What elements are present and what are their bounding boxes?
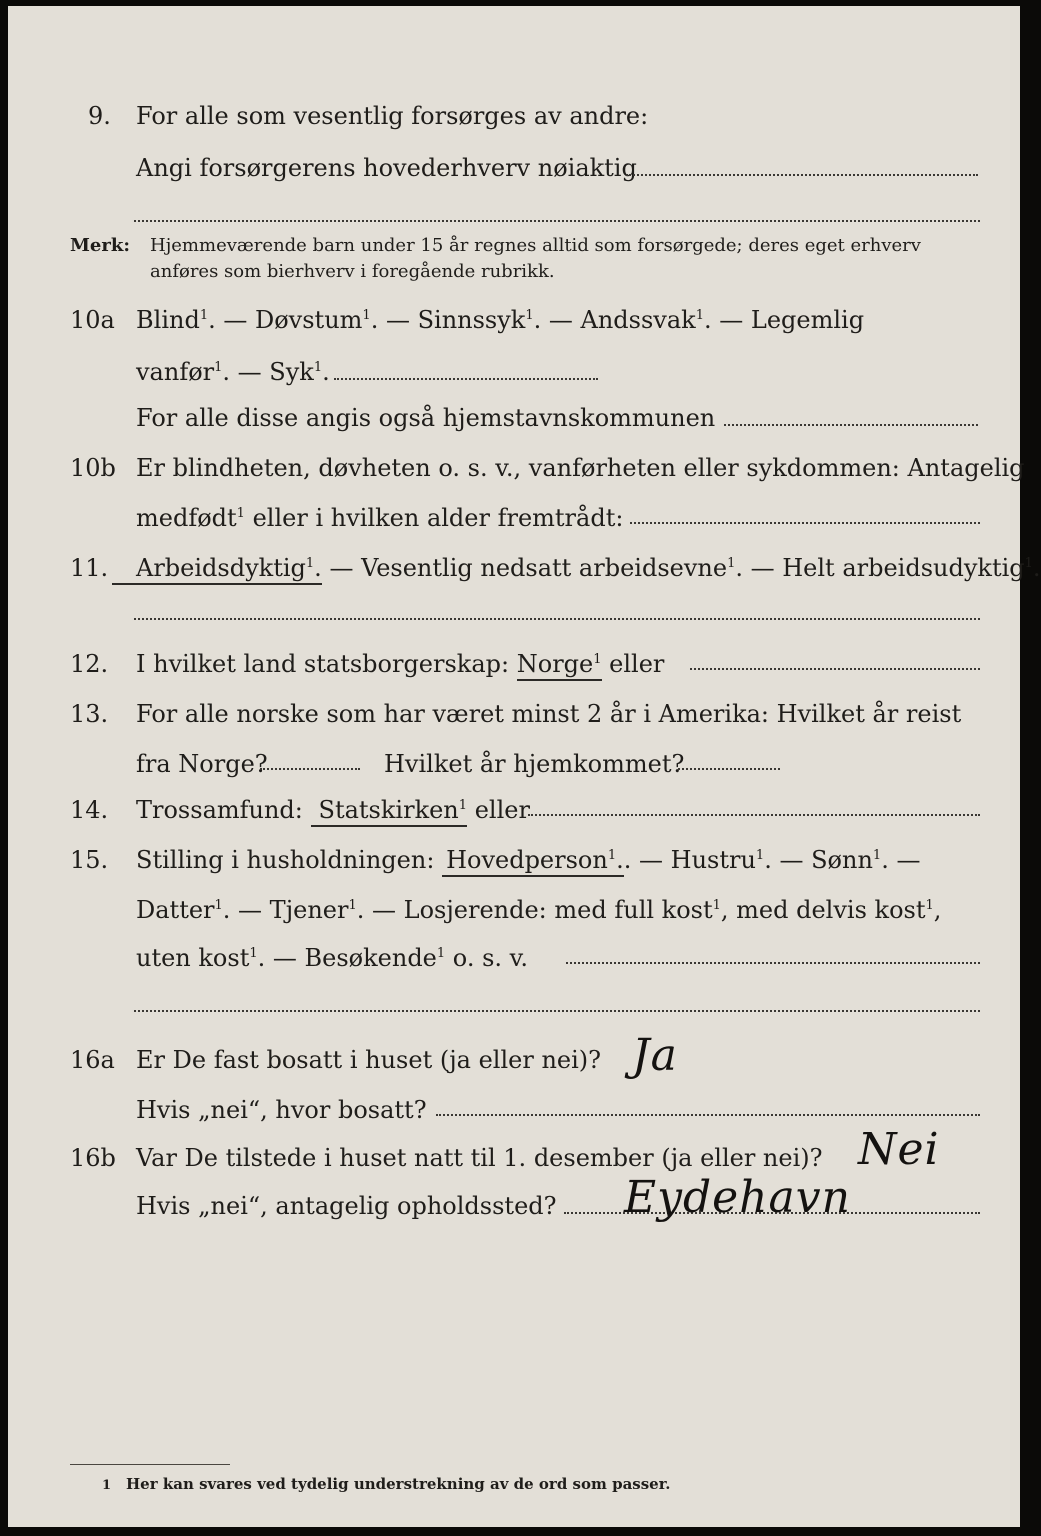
q9-line2: Angi forsørgerens hovederhverv nøiaktig xyxy=(136,154,637,182)
q12-line: I hvilket land statsborgerskap: Norge$^1$ eller xyxy=(136,650,664,678)
q10b-line2: medfødt$^1$ eller i hvilken alder fremtrådt: xyxy=(136,504,624,532)
q10a-answer-line xyxy=(334,378,598,380)
q9-answer-line xyxy=(626,174,978,176)
q12-answer-line xyxy=(690,668,980,670)
q10a-number: 10a xyxy=(70,306,115,334)
q10a-line3: For alle disse angis også hjemstavnskommunen xyxy=(136,404,716,432)
q16b-handwritten-answer2: Eydehavn xyxy=(624,1172,851,1223)
q15-answer-line-2 xyxy=(134,1010,980,1012)
q10b-answer-line xyxy=(630,522,980,524)
q15-line3: uten kost$^1$. — Besøkende$^1$ o. s. v. xyxy=(136,944,528,972)
q16a-line1: Er De fast bosatt i huset (ja eller nei)? xyxy=(136,1046,602,1074)
q15-line1: Stilling i husholdningen: Hovedperson$^1$.. — Hustru$^1$. — Sønn$^1$. — xyxy=(136,846,920,874)
q16b-line1: Var De tilstede i huset natt til 1. desember (ja eller nei)? xyxy=(136,1144,823,1172)
q11-number: 11. xyxy=(70,554,109,582)
q11-answer-line xyxy=(134,618,980,620)
q10a-hjemstavn-line xyxy=(724,424,978,426)
q14-line: Trossamfund: Statskirken$^1$ eller xyxy=(136,796,530,824)
footnote-mark: 1 xyxy=(102,1478,112,1493)
q13-hjemkommet-line xyxy=(678,768,780,770)
merk-label: Merk: xyxy=(70,235,130,256)
q16a-line2: Hvis „nei“, hvor bosatt? xyxy=(136,1096,427,1124)
q14-selected-option: Statskirken$^1$ xyxy=(311,796,468,827)
q12-selected-option: Norge$^1$ xyxy=(517,650,602,681)
q16b-number: 16b xyxy=(70,1144,116,1172)
q15-answer-line xyxy=(566,962,980,964)
q13-number: 13. xyxy=(70,700,109,728)
footnote-rule xyxy=(70,1464,230,1465)
q10a-line1: Blind$^1$. — Døvstum$^1$. — Sinnssyk$^1$. — Andssvak$^1$. — Legemlig xyxy=(136,306,865,334)
merk-line2: anføres som bierhverv i foregående rubrikk. xyxy=(150,261,555,282)
q16a-bosatt-line xyxy=(436,1114,980,1116)
q10b-number: 10b xyxy=(70,454,116,482)
q12-number: 12. xyxy=(70,650,109,678)
q14-number: 14. xyxy=(70,796,109,824)
q10a-line2: vanfør$^1$. — Syk$^1$. xyxy=(136,358,330,386)
q16b-line2: Hvis „nei“, antagelig opholdssted? xyxy=(136,1192,557,1220)
q15-line2: Datter$^1$. — Tjener$^1$. — Losjerende: med full kost$^1$, med delvis kost$^1$, xyxy=(136,896,942,924)
q16b-handwritten-answer1: Nei xyxy=(858,1124,940,1175)
q13-line2b: Hvilket år hjemkommet? xyxy=(384,750,685,778)
q11-line: Arbeidsdyktig$^1$. — Vesentlig nedsatt arbeidsevne$^1$. — Helt arbeidsudyktig$^1$. xyxy=(112,554,1041,582)
q9-number: 9. xyxy=(88,102,111,130)
q14-answer-line xyxy=(528,814,980,816)
q13-reist-line xyxy=(260,768,360,770)
q9-line1: For alle som vesentlig forsørges av andre: xyxy=(136,102,649,130)
merk-line1: Hjemmeværende barn under 15 år regnes alltid som forsørgede; deres eget erhverv xyxy=(150,235,921,256)
q15-number: 15. xyxy=(70,846,109,874)
option-blind: Blind xyxy=(136,306,200,334)
q13-line2a: fra Norge? xyxy=(136,750,268,778)
census-form-page xyxy=(8,6,1041,1527)
q9-answer-line-2 xyxy=(134,220,980,222)
q11-selected-option: Arbeidsdyktig$^1$. xyxy=(112,554,322,585)
footnote-text: Her kan svares ved tydelig understrekning av de ord som passer. xyxy=(126,1475,671,1493)
q13-line1: For alle norske som har været minst 2 år i Amerika: Hvilket år reist xyxy=(136,700,962,728)
q16a-handwritten-answer: Ja xyxy=(632,1030,678,1081)
q16a-number: 16a xyxy=(70,1046,115,1074)
q15-selected-option: Hovedperson$^1$. xyxy=(442,846,624,877)
q10b-line1: Er blindheten, døvheten o. s. v., vanførheten eller sykdommen: Antagelig xyxy=(136,454,1025,482)
